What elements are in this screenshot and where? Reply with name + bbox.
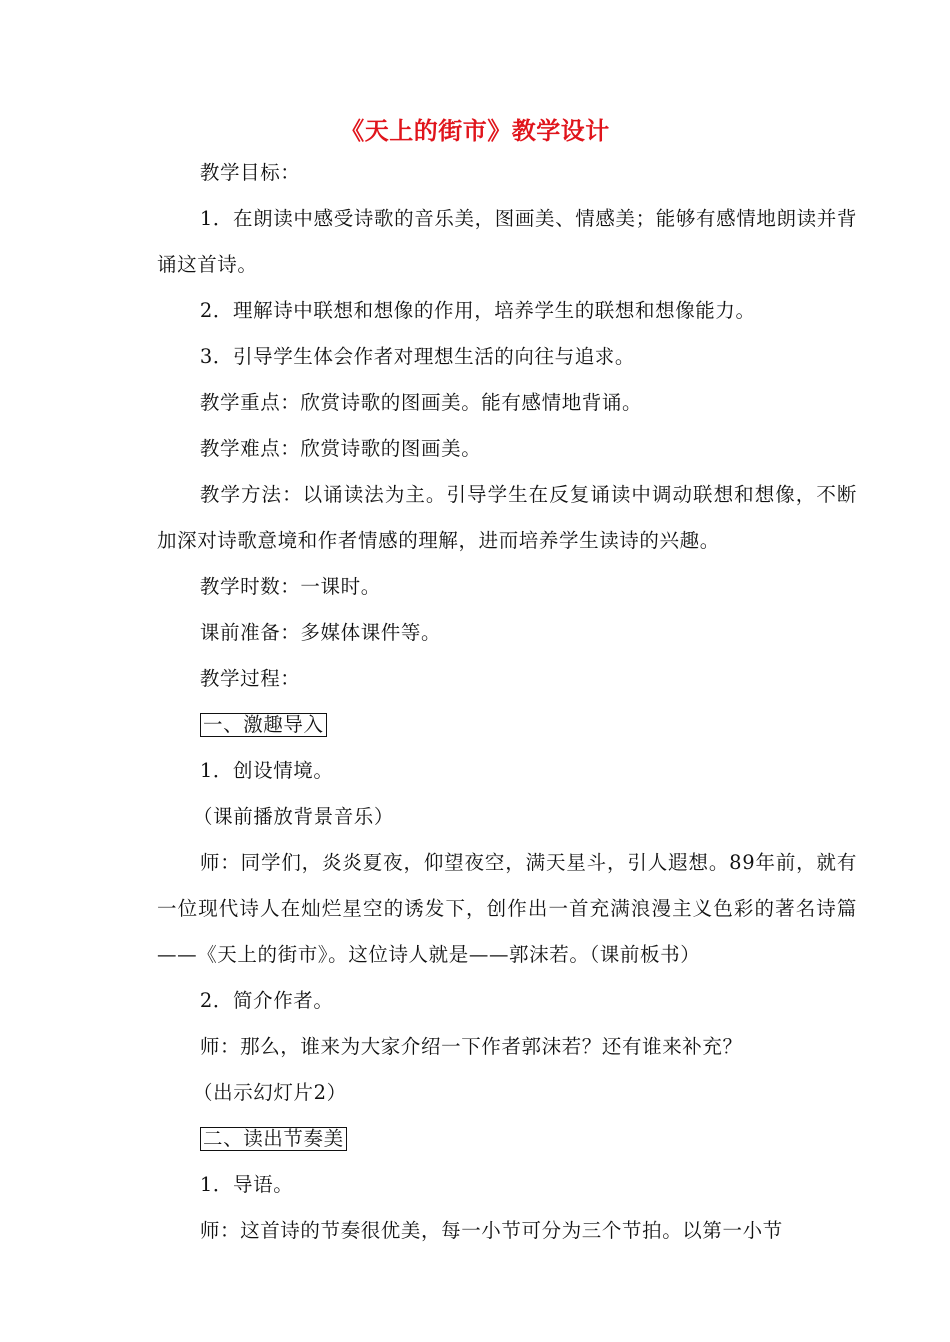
section1-item: 2．简介作者。 <box>199 989 334 1012</box>
section1-item: （出示幻灯片2） <box>193 1081 347 1104</box>
paragraph-methods: 教学方法：以诵读法为主。引导学生在反复诵读中调动联想和想像，不断加深对诗歌意境和作者情感的理解，进而培养学生读诗的兴趣。 <box>157 483 857 552</box>
section1-item: （课前播放背景音乐） <box>193 805 395 828</box>
document-title: 《天上的街市》教学设计 <box>340 116 610 145</box>
paragraph-process-label: 教学过程： <box>199 667 301 690</box>
section-heading-2: 二、读出节奏美 <box>200 1127 347 1151</box>
section2-item: 师：这首诗的节奏很优美，每一小节可分为三个节拍。以第一小节 <box>199 1219 783 1242</box>
section-heading-2-row <box>157 1116 857 1162</box>
section-heading-1-row <box>157 702 857 748</box>
document-body <box>157 150 857 1254</box>
section1-item: 师：同学们，炎炎夏夜，仰望夜空，满天星斗，引人遐想。89年前，就有一位现代诗人在灿烂星空的诱发下，创作出一首充满浪漫主义色彩的著名诗篇——《天上的街市》。这位诗人就是——郭沫若。（课前板书） <box>157 851 857 966</box>
paragraph-objectives-label: 教学目标： <box>199 161 301 184</box>
section-heading-1: 一、激趣导入 <box>200 713 327 737</box>
section2-item: 1．导语。 <box>199 1173 294 1196</box>
paragraph-objective-1: 1．在朗读中感受诗歌的音乐美，图画美、情感美；能够有感情地朗读并背诵这首诗。 <box>157 207 857 276</box>
paragraph-class-hours: 教学时数：一课时。 <box>199 575 381 598</box>
paragraph-objective-2: 2．理解诗中联想和想像的作用，培养学生的联想和想像能力。 <box>199 299 756 322</box>
paragraph-objective-3: 3．引导学生体会作者对理想生活的向往与追求。 <box>199 345 635 368</box>
paragraph-difficulties: 教学难点：欣赏诗歌的图画美。 <box>199 437 482 460</box>
section1-item: 1．创设情境。 <box>199 759 334 782</box>
section1-item: 师：那么，谁来为大家介绍一下作者郭沫若？还有谁来补充？ <box>199 1035 743 1058</box>
paragraph-preparation: 课前准备：多媒体课件等。 <box>199 621 442 644</box>
paragraph-key-points: 教学重点：欣赏诗歌的图画美。能有感情地背诵。 <box>199 391 643 414</box>
